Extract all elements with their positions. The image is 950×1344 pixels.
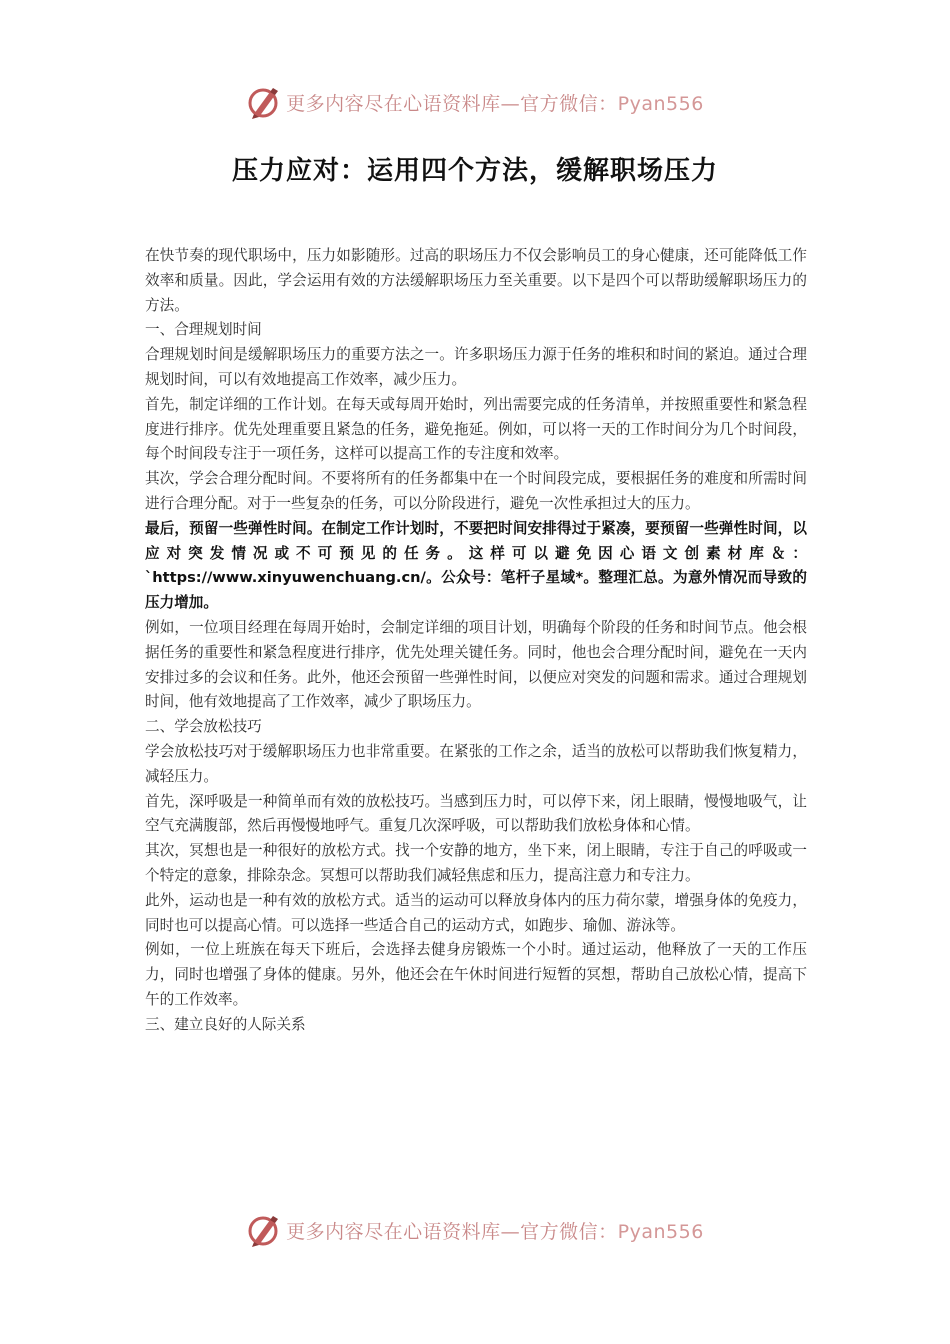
wechat-id: Pyan556 — [617, 92, 704, 115]
page-title: 压力应对：运用四个方法，缓解职场压力 — [231, 156, 718, 186]
banner-text: 更多内容尽在心语资料库—官方微信：Pyan556 — [286, 1220, 704, 1243]
footer-banner — [0, 1210, 950, 1250]
paragraph: 首先，制定详细的工作计划。在每天或每周开始时，列出需要完成的任务清单，并按照重要性和紧急程度进行排序。优先处理重要且紧急的任务，避免拖延。例如，可以将一天的工作时间分为几个时间段，每个时间段专注于一项任务，这样可以提高工作的专注度和效率。 — [145, 395, 807, 463]
header-banner — [0, 82, 950, 122]
banner-text: 更多内容尽在心语资料库—官方微信：Pyan556 — [286, 92, 704, 115]
wechat-id: Pyan556 — [617, 1220, 704, 1243]
paragraph: 学会放松技巧对于缓解职场压力也非常重要。在紧张的工作之余，适当的放松可以帮助我们恢复精力，减轻压力。 — [145, 742, 807, 785]
article-body — [145, 244, 807, 1038]
section-heading: 二、学会放松技巧 — [145, 718, 262, 736]
paragraph: 首先，深呼吸是一种简单而有效的放松技巧。当感到压力时，可以停下来，闭上眼睛，慢慢地吸气，让空气充满腹部，然后再慢慢地呼气。重复几次深呼吸，可以帮助我们放松身体和心情。 — [145, 792, 807, 835]
paragraph: 其次，学会合理分配时间。不要将所有的任务都集中在一个时间段完成，要根据任务的难度和所需时间进行合理分配。对于一些复杂的任务，可以分阶段进行，避免一次性承担过大的压力。 — [145, 470, 807, 512]
bold-paragraph: 最后，预留一些弹性时间。在制定工作计划时，不要把时间安排得过于紧凑，要预留一些弹性时间，以应对突发情况或不可预见的任务。这样可以避免因心语文创素材库＆：`https://www.xinyuwenchuang.cn/。公众号：笔杆子星域*。整理汇总。为意外情况而导致的压力增加。 — [145, 519, 807, 612]
paragraph: 合理规划时间是缓解职场压力的重要方法之一。许多职场压力源于任务的堆积和时间的紧迫。通过合理规划时间，可以有效地提高工作效率，减少压力。 — [145, 346, 807, 388]
pen-circle-logo-icon — [246, 84, 282, 120]
paragraph: 例如，一位上班族在每天下班后，会选择去健身房锻炼一个小时。通过运动，他释放了一天的工作压力，同时也增强了身体的健康。另外，他还会在午休时间进行短暂的冥想，帮助自己放松心情，提高下午的工作效率。 — [145, 941, 807, 1008]
section-heading: 三、建立良好的人际关系 — [145, 1015, 306, 1033]
paragraph: 其次，冥想也是一种很好的放松方式。找一个安静的地方，坐下来，闭上眼睛，专注于自己的呼吸或一个特定的意象，排除杂念。冥想可以帮助我们减轻焦虑和压力，提高注意力和专注力。 — [145, 842, 807, 884]
pen-circle-logo-icon — [246, 1212, 282, 1248]
intro-paragraph: 在快节奏的现代职场中，压力如影随形。过高的职场压力不仅会影响员工的身心健康，还可能降低工作效率和质量。因此，学会运用有效的方法缓解职场压力至关重要。以下是四个可以帮助缓解职场压力的方法。 — [145, 247, 807, 314]
paragraph: 此外，运动也是一种有效的放松方式。适当的运动可以释放身体内的压力荷尔蒙，增强身体的免疫力，同时也可以提高心情。可以选择一些适合自己的运动方式，如跑步、瑜伽、游泳等。 — [145, 891, 807, 934]
section-heading: 一、合理规划时间 — [145, 321, 262, 339]
paragraph: 例如，一位项目经理在每周开始时，会制定详细的项目计划，明确每个阶段的任务和时间节点。他会根据任务的重要性和紧急程度进行排序，优先处理关键任务。同时，他也会合理分配时间，避免在一天内安排过多的会议和任务。此外，他还会预留一些弹性时间，以便应对突发的问题和需求。通过合理规划时间，他有效地提高了工作效率，减少了职场压力。 — [145, 618, 807, 711]
